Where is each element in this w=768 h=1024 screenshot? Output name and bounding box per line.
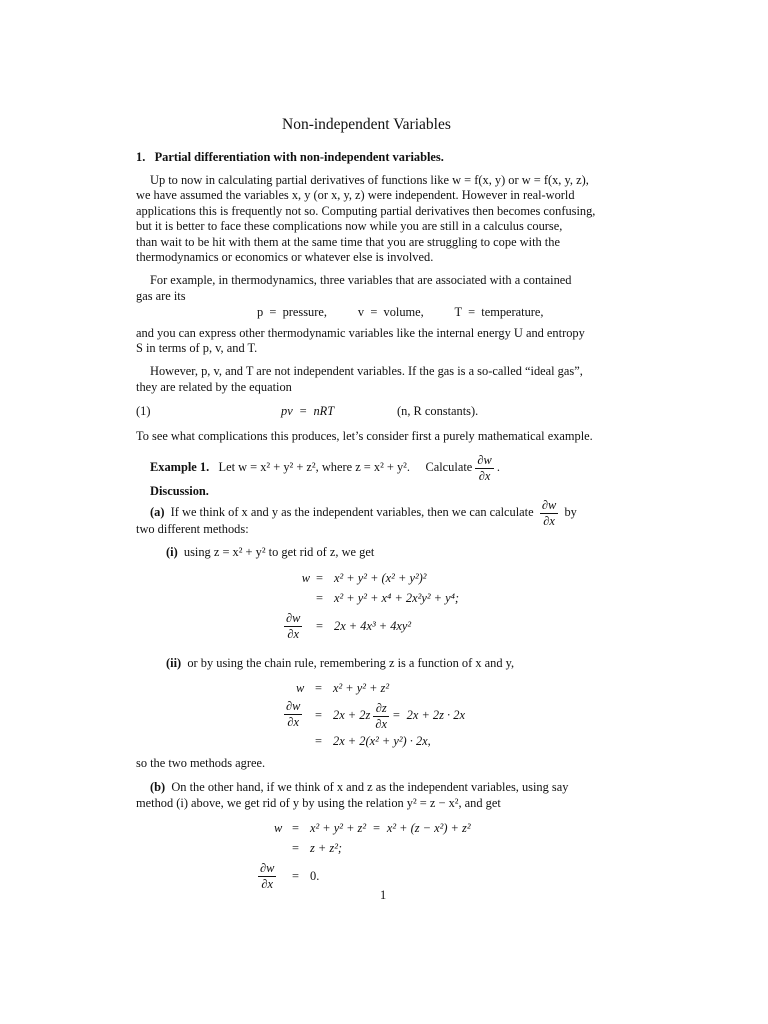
part-a-by: by [564, 505, 577, 519]
part-b-text: On the other hand, if we think of x and z as the independent variables, using say [171, 780, 569, 794]
discussion-heading: Discussion. [150, 484, 209, 498]
section-heading-text: Partial differentiation with non-independent variables. [154, 150, 444, 164]
eq-i-2-rel: = [316, 591, 323, 605]
eq-ii-3-rel: = [315, 734, 322, 748]
para4-line2: they are related by the equation [136, 380, 292, 394]
frac-znum: ∂z [373, 702, 389, 717]
eq-ii-1-rel: = [315, 681, 322, 695]
frac-den: ∂x [478, 468, 491, 483]
frac-den: ∂x [287, 627, 299, 641]
example-1-text: Let w = x² + y² + z², where z = x² + y². Calculate [218, 460, 473, 474]
fraction-dw-dx [284, 612, 302, 641]
para1-line3: applications this is frequently not so. Computing partial derivatives then becomes confusing, [136, 204, 596, 218]
frac-num: ∂w [541, 497, 557, 512]
gas-variables: p = pressure, v = volume, T = temperature, [257, 305, 544, 319]
eq-i-3-rel: = [316, 619, 323, 633]
eq-ii-2-rhs-text: 2x + 2z [333, 708, 371, 722]
method-i-label: (i) [166, 545, 178, 559]
part-a-line2: two different methods: [136, 522, 249, 536]
eq-ii-2-rel: = [315, 708, 322, 722]
eq-b-3-rel: = [292, 869, 299, 883]
fraction-dw-dx [258, 862, 276, 891]
eq-i-3-lhs [284, 612, 302, 641]
frac-den: ∂x [287, 715, 299, 729]
example-1-label: Example 1. [150, 460, 210, 474]
eq-ii-2-rhs [333, 700, 465, 731]
equation-1: pv = nRT [281, 404, 335, 418]
frac-num: ∂w [286, 699, 301, 713]
method-ii-label: (ii) [166, 656, 182, 670]
part-a-label: (a) [150, 505, 165, 519]
frac-den: ∂x [261, 877, 273, 891]
frac-num: ∂w [286, 611, 301, 625]
part-b-line2: method (i) above, we get rid of y by using the relation y² = z − x², and get [136, 796, 501, 810]
example-1-end: . [496, 460, 500, 474]
method-i-line [166, 545, 374, 560]
frac-num: ∂w [260, 861, 275, 875]
eq-b-1-rhs: x² + y² + z² = x² + (z − x²) + z² [310, 821, 471, 835]
fraction-dw-dx [540, 499, 558, 528]
page-title: Non-independent Variables [282, 116, 451, 133]
eq-ii-1-rhs: x² + y² + z² [333, 681, 390, 695]
methods-agree: so the two methods agree. [136, 756, 266, 770]
eq-b-2-rhs: z + z²; [310, 841, 343, 855]
method-ii-text: or by using the chain rule, remembering z is a function of x and y, [187, 656, 515, 670]
fraction-dz-dx [373, 702, 389, 731]
eq-b-1-lhs: w [274, 821, 283, 835]
para3-line1: and you can express other thermodynamic variables like the internal energy U and entropy [136, 326, 585, 340]
eq-ii-2-tail: = 2x + 2z · 2x [392, 708, 465, 722]
para2-line1: For example, in thermodynamics, three variables that are associated with a contained [150, 273, 572, 287]
eq-b-1-rel: = [292, 821, 299, 835]
part-b-line1 [150, 780, 568, 795]
eq-b-3-lhs [258, 862, 276, 891]
method-ii-line [166, 656, 514, 671]
frac-num: ∂w [477, 452, 492, 467]
para2-line2: gas are its [136, 289, 186, 303]
fraction-dw-dx [284, 700, 302, 729]
part-b-label: (b) [150, 780, 166, 794]
eq-i-1-rhs: x² + y² + (x² + y²)² [334, 571, 427, 585]
frac-den: ∂x [543, 513, 555, 528]
eq-i-1-rel: = [316, 571, 323, 585]
fraction-dw-dx [475, 454, 493, 483]
para1-line4: but it is better to face these complications now while you are still in a calculus course, [136, 219, 563, 233]
eq-ii-2-lhs [284, 700, 302, 729]
eq-i-2-rhs: x² + y² + x⁴ + 2x²y² + y⁴; [334, 591, 460, 605]
example-1 [150, 451, 500, 483]
frac-den: ∂x [375, 716, 388, 731]
eq-i-3-rhs: 2x + 4x³ + 4xy² [334, 619, 412, 633]
eq-ii-1-lhs: w [296, 681, 305, 695]
para3-line2: S in terms of p, v, and T. [136, 341, 258, 355]
eq-i-1-lhs: w [301, 571, 310, 585]
eq-b-3-rhs: 0. [310, 869, 320, 883]
para1-line5: than wait to be hit with them at the same time that you are struggling to cope with the [136, 235, 560, 249]
eq-b-2-rel: = [292, 841, 299, 855]
para5: To see what complications this produces, let’s consider first a purely mathematical example. [136, 429, 593, 443]
equation-1-note: (n, R constants). [397, 404, 479, 418]
section-heading [136, 150, 444, 165]
eq-ii-3-rhs: 2x + 2(x² + y²) · 2x, [333, 734, 431, 748]
equation-1-label: (1) [136, 404, 151, 418]
para1-line1: Up to now in calculating partial derivatives of functions like w = f(x, y) or w = f(x, y, z), [150, 173, 589, 187]
para1-line6: thermodynamics or economics or whatever else is involved. [136, 250, 434, 264]
para4-line1: However, p, v, and T are not independent variables. If the gas is a so-called “ideal gas”, [150, 364, 583, 378]
page-number: 1 [380, 888, 387, 902]
para1-line2: we have assumed the variables x, y (or x, y, z) were independent. However in real-world [136, 188, 575, 202]
part-a-text: If we think of x and y as the independent variables, then we can calculate [170, 505, 534, 519]
method-i-text: using z = x² + y² to get rid of z, we get [183, 545, 375, 559]
section-number: 1. [136, 150, 146, 164]
